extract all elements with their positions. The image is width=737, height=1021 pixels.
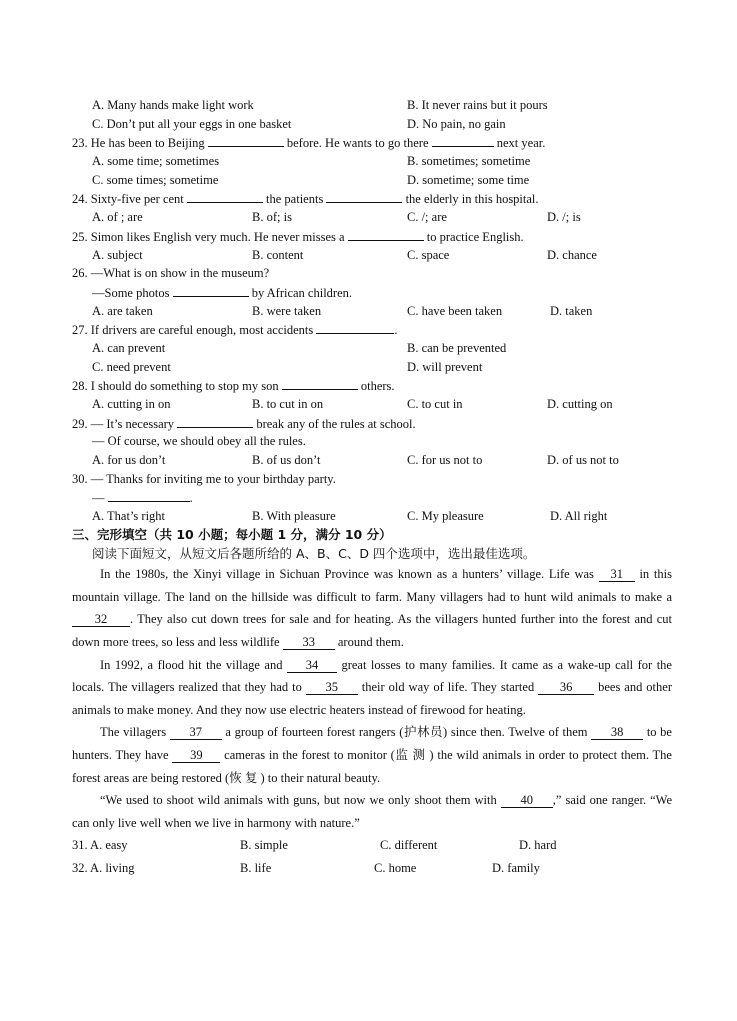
p1-text-c: . They also cut down trees for sale and for heating. As the villagers hunted further into the forest and cut down more trees, so less and less wildlife <box>72 612 672 649</box>
q22-option-b: B. It never rains but it pours <box>407 98 548 112</box>
blank-39: 39 <box>172 748 220 763</box>
p2-text-d: bees and other animals to make money. And they now use electric heaters instead of firewood for heating. <box>72 680 672 717</box>
q26-stem-1 <box>72 264 672 283</box>
q23-options-row1 <box>72 152 672 171</box>
q23-option-c: C. some times; sometime <box>92 172 219 187</box>
q30-options <box>72 507 672 526</box>
q26-options <box>72 302 672 321</box>
p2-text-a: In 1992, a flood hit the village and <box>100 657 287 672</box>
q23-text-2: before. He wants to go there <box>283 136 432 151</box>
p2-text-b: great losses to many families. It came as a wake-up call for the locals. The villagers realized that they had to <box>72 657 672 695</box>
blank-40: 40 <box>501 793 553 808</box>
q28-text-2: others. <box>357 379 395 394</box>
q30-option-a: A. That’s right <box>92 509 166 524</box>
p1-text-a: In the 1980s, the Xinyi village in Sichuan Province was known as a hunters’ village. Life was <box>100 567 599 582</box>
q27-option-a: A. can prevent <box>92 340 166 355</box>
q26-question: 26. —What is on show in the museum? <box>72 266 270 281</box>
q26-option-d: D. taken <box>550 303 593 318</box>
q23-options-row2 <box>72 171 672 190</box>
blank-38: 38 <box>591 725 643 740</box>
passage-paragraph-4 <box>72 789 672 834</box>
q30-reply-2: . <box>189 491 193 506</box>
q28-text-1: 28. I should do something to stop my son <box>72 379 282 394</box>
q24-options <box>72 208 672 227</box>
q28-stem <box>72 376 672 395</box>
q24-option-d: D. /; is <box>547 210 581 225</box>
q26-stem-2 <box>72 283 672 302</box>
q25-option-d: D. chance <box>547 247 597 262</box>
q28-option-b: B. to cut in on <box>252 397 324 411</box>
q23-option-d: D. sometime; some time <box>407 172 530 187</box>
q25-options <box>72 246 672 265</box>
p3-text-c: to be hunters. They have <box>72 725 672 762</box>
q26-reply-1: —Some photos <box>92 285 173 300</box>
q30-option-c: C. My pleasure <box>407 509 484 524</box>
q30-reply-1: — <box>92 491 108 506</box>
q28-options <box>72 395 672 414</box>
blank-32: 32 <box>72 612 130 627</box>
blank-37: 37 <box>170 725 222 740</box>
q25-option-a: A. subject <box>92 247 143 262</box>
q27-text-1: 27. If drivers are careful enough, most accidents <box>72 323 317 338</box>
q24-text-2: the patients <box>262 192 327 207</box>
blank-34: 34 <box>287 658 337 673</box>
q29-option-d: D. of us not to <box>547 453 619 468</box>
q29-reply: — Of course, we should obey all the rules. <box>92 434 306 449</box>
q25-text-1: 25. Simon likes English very much. He never misses a <box>72 229 348 244</box>
q24-blank-2 <box>326 189 402 203</box>
p4-text-b: ,” said one ranger. “We can only live well when we live in harmony with nature.” <box>72 793 672 830</box>
q23-text-3: next year. <box>493 136 546 151</box>
p2-text-c: their old way of life. They started <box>357 680 539 695</box>
q30-stem-2 <box>72 488 672 507</box>
q25-stem <box>72 227 672 246</box>
q22-options-row1 <box>72 96 672 115</box>
q29-blank <box>177 414 253 428</box>
q29-stem-2 <box>72 432 672 451</box>
q23-option-b: B. sometimes; sometime <box>407 154 531 169</box>
p3-text-d: cameras in the forest to monitor (监 测 ) the wild animals in order to protect them. The forest areas are being restored (恢 复 ) to their natural beauty. <box>72 747 672 785</box>
q31-option-b: B. simple <box>240 838 288 853</box>
blank-36: 36 <box>538 680 594 695</box>
q23-blank-2 <box>432 133 494 147</box>
q27-option-b: B. can be prevented <box>407 340 507 355</box>
q26-blank <box>173 283 249 297</box>
q26-option-a: A. are taken <box>92 303 153 318</box>
q28-option-d: D. cutting on <box>547 397 613 411</box>
q29-text-1: 29. — It’s necessary <box>72 416 178 431</box>
p3-text-b: a group of fourteen forest rangers (护林员) since then. Twelve of them <box>221 725 592 740</box>
q26-option-b: B. were taken <box>252 303 322 318</box>
p3-text-a: The villagers <box>100 725 170 740</box>
q27-stem <box>72 320 672 339</box>
p1-text-b: in this mountain village. The land on the hillside was difficult to farm. Many villagers had to hunt wild animals to make a <box>72 567 672 604</box>
q32-option-d: D. family <box>492 860 540 875</box>
q29-stem-1 <box>72 414 672 433</box>
q23-text-1: 23. He has been to Beijing <box>72 136 208 151</box>
q27-blank <box>316 320 394 334</box>
q24-blank-1 <box>187 189 263 203</box>
q24-option-c: C. /; are <box>407 210 447 225</box>
q25-option-b: B. content <box>252 247 304 262</box>
passage-paragraph-2 <box>72 654 672 722</box>
q29-text-2: break any of the rules at school. <box>253 416 416 431</box>
q29-option-b: B. of us don’t <box>252 453 321 468</box>
section3-instruction: 阅读下面短文，从短文后各题所给的 A、B、C、D 四个选项中，选出最佳选项。 <box>92 545 536 561</box>
q26-option-c: C. have been taken <box>407 303 503 318</box>
q29-option-a: A. for us don’t <box>92 453 166 468</box>
q22-option-a: A. Many hands make light work <box>92 98 254 112</box>
q27-options-row2 <box>72 358 672 377</box>
blank-33: 33 <box>283 635 335 650</box>
q31-option-d: D. hard <box>519 838 557 853</box>
q27-options-row1 <box>72 339 672 358</box>
q31-options <box>72 834 672 857</box>
q22-option-c: C. Don’t put all your eggs in one basket <box>92 116 292 131</box>
q25-option-c: C. space <box>407 247 450 262</box>
q27-option-d: D. will prevent <box>407 359 483 374</box>
q24-text-3: the elderly in this hospital. <box>402 192 539 207</box>
q27-option-c: C. need prevent <box>92 359 171 374</box>
q29-options <box>72 451 672 470</box>
q28-blank <box>282 376 358 390</box>
q28-option-c: C. to cut in <box>407 397 463 411</box>
q30-stem-1 <box>72 470 672 489</box>
q28-option-a: A. cutting in on <box>92 397 171 411</box>
q31-option-a: 31. A. easy <box>72 838 128 853</box>
blank-35: 35 <box>306 680 358 695</box>
q23-blank-1 <box>208 133 284 147</box>
q32-option-a: 32. A. living <box>72 860 135 875</box>
p1-text-d: around them. <box>334 634 404 649</box>
q23-option-a: A. some time; sometimes <box>92 154 220 169</box>
blank-31: 31 <box>599 567 635 582</box>
section3-title: 三、完形填空（共 10 小题；每小题 1 分，满分 10 分） <box>72 526 392 542</box>
passage-paragraph-3 <box>72 721 672 789</box>
q30-blank <box>108 488 190 502</box>
q27-text-2: . <box>394 323 398 338</box>
q25-blank <box>348 227 424 241</box>
q30-question: 30. — Thanks for inviting me to your birthday party. <box>72 471 336 486</box>
q30-option-d: D. All right <box>550 509 608 524</box>
q32-option-c: C. home <box>374 860 417 875</box>
q25-text-2: to practice English. <box>423 229 524 244</box>
q29-option-c: C. for us not to <box>407 453 483 468</box>
q22-option-d: D. No pain, no gain <box>407 116 506 131</box>
p4-text-a: “We used to shoot wild animals with guns, but now we only shoot them with <box>100 793 501 808</box>
q30-option-b: B. With pleasure <box>252 509 336 524</box>
exam-content <box>72 96 672 880</box>
q24-text-1: 24. Sixty-five per cent <box>72 192 187 207</box>
q31-option-c: C. different <box>380 838 438 853</box>
q24-stem <box>72 189 672 208</box>
q32-option-b: B. life <box>240 860 272 875</box>
passage-paragraph-1 <box>72 563 672 653</box>
q32-options <box>72 857 672 880</box>
q26-reply-2: by African children. <box>248 285 352 300</box>
q24-option-a: A. of ; are <box>92 210 143 225</box>
q23-stem <box>72 133 672 152</box>
q24-option-b: B. of; is <box>252 210 292 225</box>
q22-options-row2 <box>72 115 672 134</box>
